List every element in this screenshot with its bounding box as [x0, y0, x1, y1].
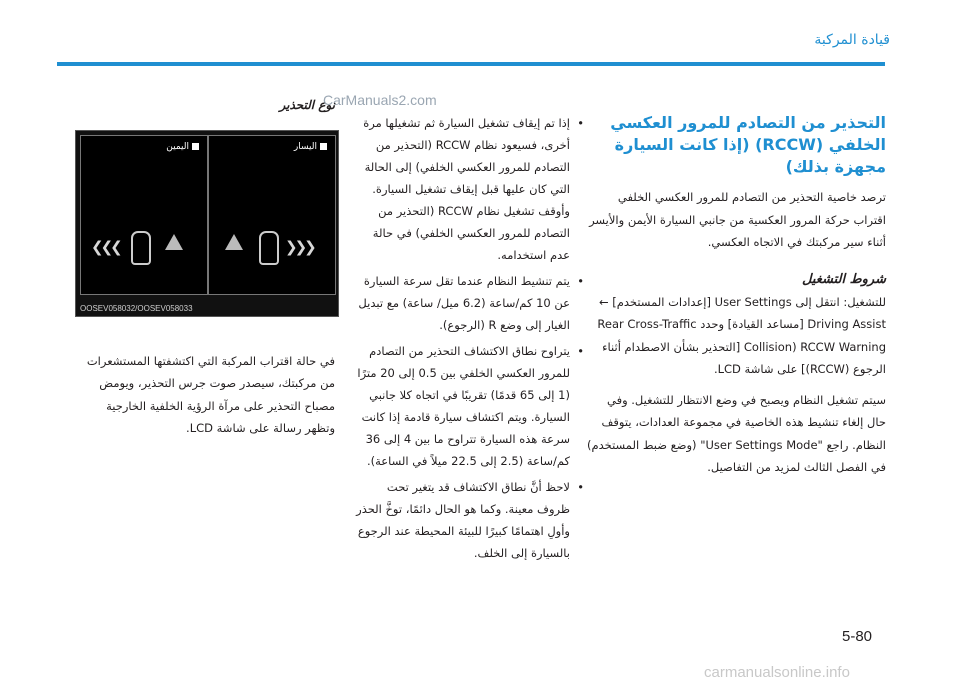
warning-figure	[75, 130, 339, 317]
subsection-title: شروط التشغيل	[801, 271, 886, 287]
bullet-item: • يتم تنشيط النظام عندما تقل سرعة السيارة عن 10 كم/ساعة (6.2 ميل/ ساعة) مع تبديل الغيار إلى وضع R (الرجوع).	[356, 270, 584, 336]
bullet-item: • لاحظ أنَّ نطاق الاكتشاف قد يتغير تحت ظروف معينة. وكما هو الحال دائمًا، توخَّ الحذر وأولِ اهتمامًا كبيرًا للبيئة المحيطة عند الرجوع بالسيارة إلى الخلف.	[356, 476, 584, 564]
page-number: 5-80	[842, 628, 873, 645]
approach-arrows-icon: ❮❮❮	[91, 238, 120, 256]
header-title: قيادة المركبة	[814, 32, 890, 48]
warning-triangle-icon	[165, 234, 183, 250]
car-icon	[259, 231, 279, 265]
header-rule	[57, 62, 885, 66]
panel-label: اليسار	[294, 142, 327, 152]
middle-column	[356, 112, 584, 568]
bullet-item: • إذا تم إيقاف تشغيل السيارة ثم تشغيلها مرة أخرى، فسيعود نظام RCCW (التحذير من التصادم للمرور العكسي الخلفي) إلى الحالة التي كان عليها قبل إيقاف تشغيل السيارة. وأوقف تشغيل نظام RCCW (التحذير من التصادم للمرور العكسي الخلفي) في حالة عدم استخدامه.	[356, 112, 584, 266]
panel-label: اليمين	[166, 142, 199, 152]
square-icon	[192, 143, 199, 150]
footer-watermark[interactable]: carmanualsonline.info	[704, 664, 850, 681]
section-title: التحذير من التصادم للمرور العكسي الخلفي (RCCW) (إذا كانت السيارة مجهزة بذلك)	[610, 113, 886, 176]
warning-triangle-icon	[225, 234, 243, 250]
left-column	[75, 98, 335, 116]
car-icon	[131, 231, 151, 265]
watermark-top[interactable]: CarManuals2.com	[323, 92, 437, 108]
square-icon	[320, 143, 327, 150]
figure-panel-left-side	[208, 135, 336, 295]
intro-paragraph: ترصد خاصية التحذير من التصادم للمرور العكسي الخلفي اقتراب حركة المرور العكسية من جانبي السيارة الأيمن والأيسر أثناء سير مركبتك في الاتجاه العكسي.	[589, 190, 886, 249]
warning-type-title: نوع التحذير	[279, 98, 335, 112]
warning-paragraph: في حالة اقتراب المركبة التي اكتشفتها المستشعرات من مركبتك، سيصدر صوت جرس التحذير، ويومض مصباح التحذير على مرآة الرؤية الخلفية الخارجية وتظهر رسالة على شاشة LCD.	[86, 353, 335, 435]
right-column	[586, 112, 886, 487]
note-paragraph: سيتم تشغيل النظام ويصبح في وضع الانتظار للتشغيل. وفي حال إلغاء تنشيط هذه الخاصية في مجموعة العدادات، يتوقف النظام. راجع "User Settings Mode" (وضع ضبط المستخدم) في الفصل الثالث لمزيد من التفاصيل.	[587, 392, 886, 474]
approach-arrows-icon: ❯❯❯	[285, 238, 314, 256]
bullet-item: • يتراوح نطاق الاكتشاف التحذير من التصادم للمرور العكسي الخلفي بين 0.5 إلى 20 مترًا (1 إلى 65 قدمًا) تقريبًا في اتجاه كلا جانبي السيارة. ويتم اكتشاف سيارة قادمة إذا كانت سرعة هذه السيارة تتراوح ما بين 4 إلى 36 كم/ساعة (2.5 إلى 22.5 ميلاً في الساعة).	[356, 340, 584, 472]
operation-paragraph: للتشغيل: انتقل إلى User Settings [إعدادات المستخدم] ← Driving Assist [مساعد القيادة] وحدد Rear Cross-Traffic Collision) RCCW Warning [التحذير بشأن الاصطدام أثناء الرجوع (RCCW)] على شاشة LCD.	[597, 294, 886, 376]
figure-panel-right-side	[80, 135, 208, 295]
figure-caption: OOSEV058032/OOSEV058033	[80, 304, 193, 313]
bullet-list	[356, 112, 584, 564]
